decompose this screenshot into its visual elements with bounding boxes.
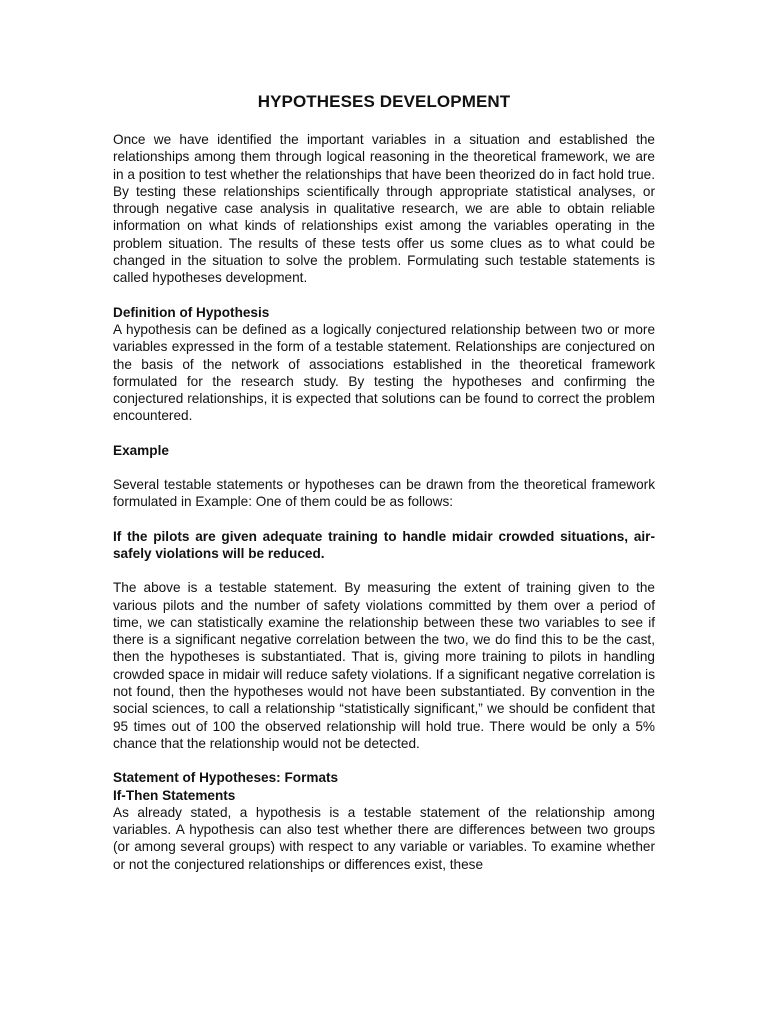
- document-page: [113, 92, 655, 873]
- page-title: HYPOTHESES DEVELOPMENT: [257, 92, 511, 111]
- spacer: [113, 459, 655, 476]
- intro-paragraph: Once we have identified the important variables in a situation and established the relationships among them through logical reasoning in the theoretical framework, we are in a position to test whether the relationships that have been theorized do in fact hold true. By testing these relationships scientifically through appropriate statistical analyses, or through negative case analysis in qualitative research, we are able to obtain reliable information on what kinds of relationships exist among the variables operating in the problem situation. The results of these tests offer us some clues as to what could be changed in the situation to solve the problem. Formulating such testable statements is called hypotheses development.: [113, 132, 655, 286]
- definition-heading: Definition of Hypothesis: [113, 304, 270, 320]
- formats-heading: Statement of Hypotheses: Formats: [113, 770, 339, 786]
- spacer: [113, 287, 655, 304]
- spacer: [113, 425, 655, 442]
- example-paragraph: Several testable statements or hypotheses can be drawn from the theoretical framework formulated in Example: One of them could be as follows:: [113, 477, 655, 510]
- example-heading: Example: [113, 442, 169, 458]
- explanation-paragraph: The above is a testable statement. By measuring the extent of training given to the various pilots and the number of safety violations committed by them over a period of time, we can statistically examine the relationship between these two variables to see if there is a significant negative correlation between the two, we do find this to be the cast, then the hypotheses is substantiated. That is, giving more training to pilots in handling crowded space in midair will reduce safety violations. If a significant negative correlation is not found, then the hypotheses would not have been substantiated. By convention in the social sciences, to call a relationship “statistically significant,” we should be confident that 95 times out of 100 the observed relationship will hold true. There would be only a 5% chance that the relationship would not be detected.: [113, 580, 655, 751]
- definition-paragraph: A hypothesis can be defined as a logically conjectured relationship between two or more variables expressed in the form of a testable statement. Relationships are conjectured on the basis of the network of associations established in the theoretical framework formulated for the research study. By testing the hypotheses and confirming the conjectured relationships, it is expected that solutions can be found to correct the problem encountered.: [113, 321, 655, 424]
- spacer: [113, 511, 655, 528]
- spacer: [113, 562, 655, 579]
- formats-paragraph: As already stated, a hypothesis is a testable statement of the relationship among variables. A hypothesis can also test whether there are differences between two groups (or among several groups) with respect to any variable or variables. To examine whether or not the conjectured relationships or differences exist, these: [113, 804, 655, 872]
- example-statement: If the pilots are given adequate training to handle midair crowded situations, air-safely violations will be reduced.: [113, 528, 655, 561]
- ifthen-heading: If-Then Statements: [113, 787, 236, 803]
- spacer: [113, 752, 655, 769]
